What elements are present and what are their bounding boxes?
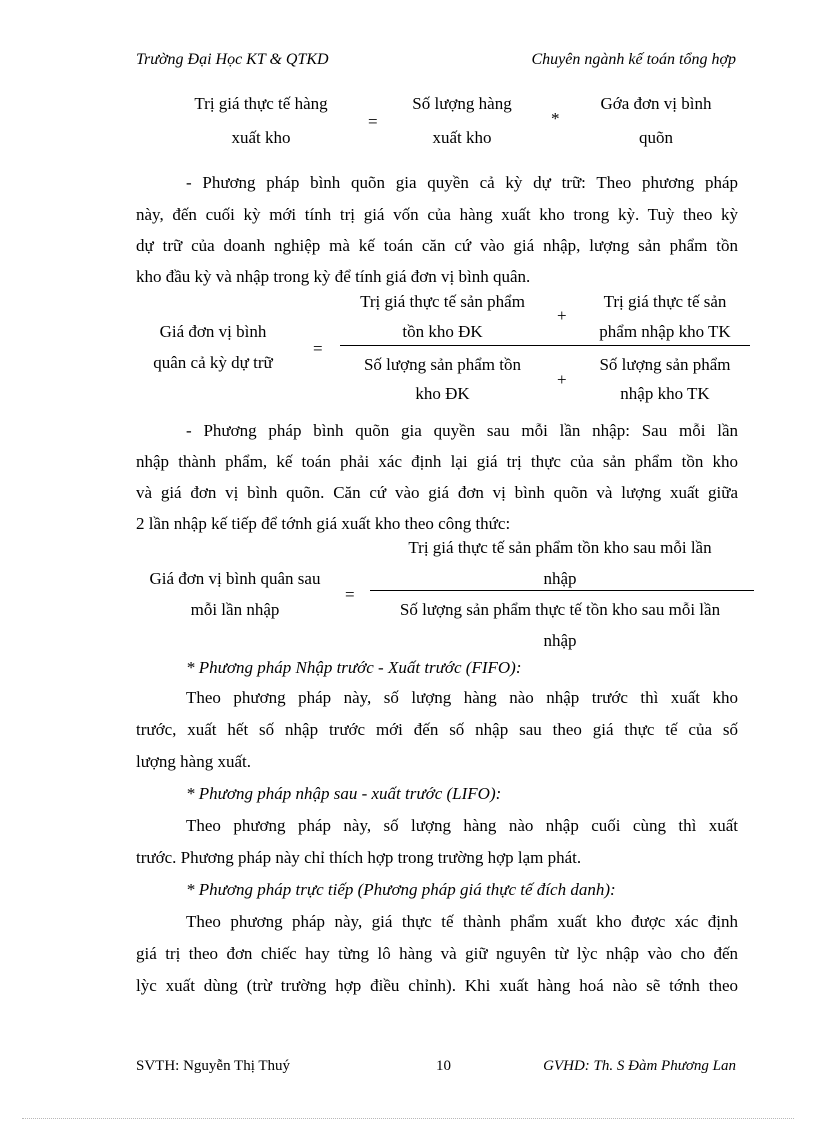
formula1-equals: = [368,112,378,131]
formula2-den-a-line2: kho ĐK [415,384,470,403]
formula1-times: * [551,109,560,128]
formula3-fraction-bar [370,590,754,591]
formula3-den-line1: Số lượng sản phẩm thực tế tồn kho sau mỗi lần [399,600,721,619]
header-school: Trường Đại Học KT & QTKD [136,51,329,68]
formula2-den-plus: + [557,370,567,389]
formula2-num-a-line2: tồn kho ĐK [402,322,483,341]
formula3-den-line2: nhập [543,631,577,650]
paragraph-line: Theo phương pháp này, số lượng hàng nào nhập cuối cùng thì xuất [186,816,738,835]
formula2-left-line2: quân cả kỳ dự trữ [153,353,273,372]
paragraph-line: kho đầu kỳ và nhập trong kỳ để tính giá đơn vị bình quân. [136,267,531,286]
paragraph-line: giá trị theo đơn chiếc hay từng lô hàng và giữ nguyên từ lỳc nhập vào cho đến [136,944,738,963]
paragraph-line: 2 lần nhập kế tiếp để tớnh giá xuất kho theo công thức: [136,514,511,533]
paragraph-line: trước. Phương pháp này chỉ thích hợp trong trường hợp lạm phát. [136,848,582,867]
paragraph-line: Theo phương pháp này, số lượng hàng nào nhập trước thì xuất kho [186,688,738,707]
header-major: Chuyên ngành kế toán tổng hợp [531,51,736,68]
formula1-mid-line1: Số lượng hàng [412,94,512,113]
formula3-num-line1: Trị giá thực tế sản phẩm tồn kho sau mỗi lần [408,538,712,557]
paragraph-line: Theo phương pháp này, giá thực tế thành phẩm xuất kho được xác định [186,912,738,931]
formula1-right-line1: Gớa đơn vị bình [600,94,712,113]
formula2-equals: = [313,339,323,358]
formula2-den-b-line1: Số lượng sản phẩm [599,355,731,374]
formula1-mid-line2: xuất kho [432,128,492,147]
formula3-equals: = [345,585,355,604]
formula2-left-line1: Giá đơn vị bình [159,322,267,341]
paragraph-line: dự trữ của doanh nghiệp mà kế toán căn cứ vào giá nhập, lượng sản phẩm tồn [136,236,738,255]
paragraph-line: này, đến cuối kỳ mới tính trị giá vốn của hàng xuất kho trong kỳ. Tuỳ theo kỳ [136,205,738,224]
formula3-left-line1: Giá đơn vị bình quân sau [149,569,321,588]
paragraph-line: lỳc xuất dùng (trừ trường hợp điều chỉnh). Khi xuất hàng hoá nào sẽ tớnh theo [136,976,738,995]
paragraph-line: - Phương pháp bình quõn gia quyền sau mỗi lần nhập: Sau mỗi lần [186,421,738,440]
lifo-heading: * Phương pháp nhập sau - xuất trước (LIFO): [186,784,502,803]
paragraph-line: lượng hàng xuất. [136,752,251,771]
footer-advisor: GVHD: Th. S Đàm Phương Lan [543,1058,736,1074]
footer-student: SVTH: Nguyễn Thị Thuý [136,1058,291,1074]
direct-heading: * Phương pháp trực tiếp (Phương pháp giá thực tế đích danh): [186,880,616,899]
formula2-num-a-line1: Trị giá thực tế sản phẩm [360,292,525,311]
formula1-right-line2: quõn [639,128,673,147]
paragraph-line: và giá đơn vị bình quõn. Căn cứ vào giá đơn vị bình quõn và lượng xuất giữa [136,483,738,502]
paragraph-line: trước, xuất hết số nhập trước mới đến số nhập sau theo giá thực tế của số [136,720,738,739]
fifo-heading: * Phương pháp Nhập trước - Xuất trước (FIFO): [186,658,522,677]
page-bottom-border [22,1118,794,1119]
formula2-num-plus: + [557,306,567,325]
formula1-left-line1: Trị giá thực tế hàng [194,94,328,113]
formula1-left-line2: xuất kho [231,128,291,147]
formula2-num-b-line1: Trị giá thực tế sản [603,292,727,311]
formula3-num-line2: nhập [543,569,577,588]
formula2-den-a-line1: Số lượng sản phẩm tồn [363,355,522,374]
footer-page-number: 10 [436,1058,451,1074]
formula3-left-line2: mỗi lần nhập [190,600,280,619]
paragraph-line: nhập thành phẩm, kế toán phải xác định lại giá trị thực của sản phẩm tồn kho [136,452,738,471]
formula2-fraction-bar [340,345,750,346]
formula2-num-b-line2: phẩm nhập kho TK [599,322,731,341]
paragraph-line: - Phương pháp bình quõn gia quyền cả kỳ dự trữ: Theo phương pháp [186,173,738,192]
formula2-den-b-line2: nhập kho TK [620,384,710,403]
